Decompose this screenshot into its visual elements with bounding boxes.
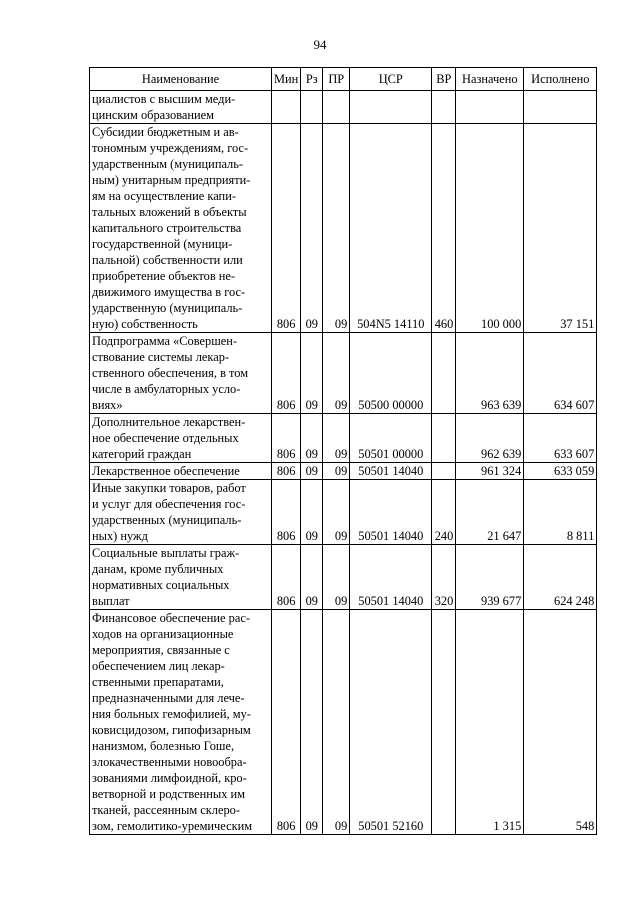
table-row — [90, 414, 597, 463]
row-name: Иные закупки товаров, работ и услуг для обеспечения гос- ударственных (муниципаль- ных) нужд — [90, 480, 272, 545]
row-vr: 460 — [432, 124, 456, 333]
row-name: Лекарственное обеспечение — [90, 463, 272, 480]
table-row — [90, 333, 597, 414]
row-csr: 50501 14040 — [350, 463, 432, 480]
row-rz: 09 — [301, 610, 323, 835]
header-name: Наименование — [90, 68, 272, 91]
table-row — [90, 545, 597, 610]
row-min: 806 — [272, 545, 301, 610]
row-done — [524, 91, 597, 124]
row-vr: 320 — [432, 545, 456, 610]
row-plan — [456, 91, 524, 124]
row-csr: 50501 52160 — [350, 610, 432, 835]
row-min: 806 — [272, 463, 301, 480]
table-row — [90, 610, 597, 835]
header-done: Исполнено — [524, 68, 597, 91]
row-vr — [432, 463, 456, 480]
row-vr: 240 — [432, 480, 456, 545]
row-rz: 09 — [301, 545, 323, 610]
row-plan: 962 639 — [456, 414, 524, 463]
row-done: 624 248 — [524, 545, 597, 610]
budget-table — [89, 67, 597, 835]
header-vr: ВР — [432, 68, 456, 91]
row-rz: 09 — [301, 480, 323, 545]
row-vr — [432, 91, 456, 124]
page-number: 94 — [313, 37, 327, 52]
row-plan: 1 315 — [456, 610, 524, 835]
row-name: Дополнительное лекарствен- ное обеспечение отдельных категорий граждан — [90, 414, 272, 463]
row-csr: 504N5 14110 — [350, 124, 432, 333]
row-csr: 50501 00000 — [350, 414, 432, 463]
row-pr: 09 — [323, 463, 350, 480]
row-plan: 963 639 — [456, 333, 524, 414]
row-done: 633 059 — [524, 463, 597, 480]
header-csr: ЦСР — [350, 68, 432, 91]
row-pr: 09 — [323, 545, 350, 610]
row-rz: 09 — [301, 124, 323, 333]
row-plan: 939 677 — [456, 545, 524, 610]
row-csr: 50501 14040 — [350, 480, 432, 545]
row-min: 806 — [272, 480, 301, 545]
table-header-row — [90, 68, 597, 91]
row-min: 806 — [272, 333, 301, 414]
row-min — [272, 91, 301, 124]
row-vr — [432, 333, 456, 414]
row-csr: 50500 00000 — [350, 333, 432, 414]
row-pr: 09 — [323, 124, 350, 333]
header-rz: Рз — [301, 68, 323, 91]
row-done: 548 — [524, 610, 597, 835]
row-vr — [432, 414, 456, 463]
row-rz: 09 — [301, 414, 323, 463]
row-done: 633 607 — [524, 414, 597, 463]
row-plan: 961 324 — [456, 463, 524, 480]
row-rz: 09 — [301, 333, 323, 414]
row-csr: 50501 14040 — [350, 545, 432, 610]
table-row — [90, 124, 597, 333]
row-name: циалистов с высшим меди- цинским образованием — [90, 91, 272, 124]
row-name: Подпрограмма «Совершен- ствование системы лекар- ственного обеспечения, в том числе в амбулаторных усло- виях» — [90, 333, 272, 414]
row-plan: 100 000 — [456, 124, 524, 333]
table-row — [90, 91, 597, 124]
header-plan: Назначено — [456, 68, 524, 91]
header-pr: ПР — [323, 68, 350, 91]
row-done: 634 607 — [524, 333, 597, 414]
row-plan: 21 647 — [456, 480, 524, 545]
row-min: 806 — [272, 414, 301, 463]
row-done: 8 811 — [524, 480, 597, 545]
row-pr — [323, 91, 350, 124]
row-pr: 09 — [323, 333, 350, 414]
row-pr: 09 — [323, 480, 350, 545]
header-min: Мин — [272, 68, 301, 91]
row-rz: 09 — [301, 463, 323, 480]
row-csr — [350, 91, 432, 124]
row-pr: 09 — [323, 610, 350, 835]
row-min: 806 — [272, 124, 301, 333]
table-row — [90, 463, 597, 480]
row-min: 806 — [272, 610, 301, 835]
row-pr: 09 — [323, 414, 350, 463]
row-done: 37 151 — [524, 124, 597, 333]
row-name: Социальные выплаты граж- данам, кроме публичных нормативных социальных выплат — [90, 545, 272, 610]
row-name: Финансовое обеспечение рас- ходов на организационные мероприятия, связанные с обеспечением лиц лекар- ственными препаратами, предназначенными для лече- ния больных гемофилией, му- ковисцидозом, гипофизарным нанизмом, болезнью Гоше, злокачественными новообра- зованиями лимфоидной, кро- ветворной и родственных им тканей, рассеянным склеро- зом, гемолитико-уремическим — [90, 610, 272, 835]
row-name: Субсидии бюджетным и ав- тономным учреждениям, гос- ударственным (муниципаль- ным) унитарным предприяти- ям на осуществление капи- тальных вложений в объекты капитального строительства государственной (муници- пальной) собственности или приобретение объектов не- движимого имущества в гос- ударственную (муниципаль- ную) собственность — [90, 124, 272, 333]
table-row — [90, 480, 597, 545]
row-vr — [432, 610, 456, 835]
row-rz — [301, 91, 323, 124]
